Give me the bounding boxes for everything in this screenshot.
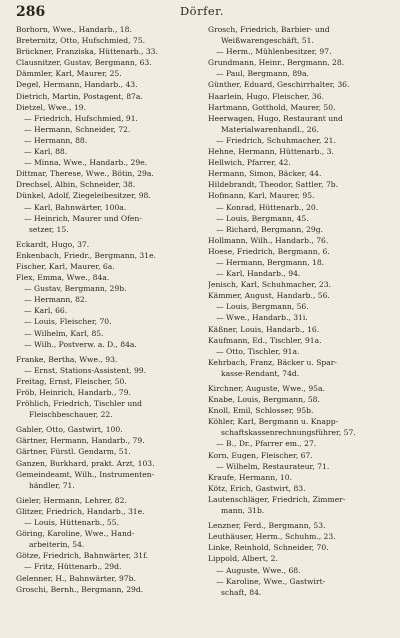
directory-entry: Gabler, Otto, Gastwirt, 100. — [16, 425, 123, 435]
directory-entry: — B., Dr., Pfarrer em., 27. — [216, 439, 317, 449]
directory-entry: — Hermann, Bergmann, 18. — [216, 257, 325, 267]
directory-entry: Eckardt, Hugo, 37. — [16, 239, 90, 249]
directory-entry: — Louis, Fleischer, 70. — [24, 317, 112, 327]
directory-entry: — Wwe., Handarb., 31i. — [216, 313, 308, 323]
directory-entry: Götze, Friedrich, Bahnwärter, 31f. — [16, 551, 149, 561]
directory-entry: Kämmer, August, Handarb., 56. — [208, 291, 330, 301]
directory-entry: Dietzel, Wwe., 19. — [16, 102, 86, 112]
directory-entry: — Louis, Bergmann, 45. — [216, 213, 309, 223]
directory-entry: Grosch, Friedrich, Barbier- und — [208, 25, 330, 34]
directory-entry: Lenzner, Ferd., Bergmann, 53. — [208, 521, 326, 531]
directory-entry: — Hermann, 88. — [24, 135, 88, 145]
directory-entry: — Karl, Bahnwärter, 100a. — [24, 202, 127, 212]
directory-entry: — Richard, Bergmann, 29g. — [216, 224, 323, 234]
directory-entry: Ganzen, Burkhard, prakt. Arzt, 103. — [16, 458, 155, 468]
directory-entry: — Hermann, Schneider, 72. — [24, 124, 131, 134]
directory-entry: Gemeindeamt, Wilh., Instrumenten- — [16, 469, 155, 479]
directory-entry: — Hermann, 82. — [24, 295, 88, 305]
directory-entry: Gelenner, H., Bahnwärter, 97b. — [16, 573, 136, 583]
directory-entry: Breternitz, Otto, Hufschmied, 75. — [16, 36, 146, 46]
directory-entry: Grundmann, Heinr., Bergmann, 28. — [208, 58, 345, 68]
directory-entry: Leuthäuser, Herm., Schuhm., 23. — [208, 532, 336, 542]
directory-entry: Hellwich, Pfarrer, 42. — [208, 158, 291, 168]
directory-entry: — Gustav, Bergmann, 29b. — [24, 284, 127, 294]
directory-entry: Freitag, Ernst, Fleischer, 50. — [16, 376, 127, 386]
directory-entry: Hollmann, Wilh., Handarb., 76. — [208, 235, 329, 245]
directory-entry: — Fritz, Hüttenarb., 29d. — [24, 562, 122, 572]
directory-entry: Hehne, Hermann, Hüttenarb., 3. — [208, 147, 334, 157]
directory-entry: Fröb, Heinrich, Handarb., 79. — [16, 388, 131, 397]
directory-entry: Franke, Bertha, Wwe., 93. — [16, 354, 118, 364]
directory-entry: — Karoline, Wwe., Gastwirt- — [216, 576, 326, 586]
directory-entry: — Louis, Hüttenarb., 55. — [24, 518, 120, 528]
directory-entry: Göring, Karoline, Wwe., Hand- — [16, 529, 135, 539]
directory-entry: Kraufe, Hermann, 10. — [208, 472, 293, 482]
directory-entry: Drechsel, Albin, Schneider, 38. — [16, 180, 136, 190]
directory-entry: Lautenschläger, Friedrich, Zimmer- — [208, 494, 346, 504]
directory-entry: Kötz, Erich, Gastwirt, 83. — [208, 483, 306, 493]
directory-entry: Knabe, Louis, Bergmann, 58. — [208, 395, 320, 405]
directory-entry: Dietrich, Martin, Postagent, 87a. — [16, 91, 143, 101]
directory-entry: Degel, Hermann, Handarb., 43. — [16, 80, 138, 90]
directory-entry: Borhorn, Wwe., Handarb., 18. — [16, 25, 132, 34]
directory-columns — [16, 24, 390, 598]
directory-entry: Gärtner, Hermann, Handarb., 79. — [16, 436, 145, 446]
directory-entry: Günther, Eduard, Geschirrhalter, 36. — [208, 80, 350, 90]
directory-entry: Gärtner, Fürstl. Gendarm, 51. — [16, 447, 131, 457]
directory-entry: Glitzer, Friedrich, Handarb., 31e. — [16, 506, 145, 516]
directory-entry: Linke, Reinhold, Schneider, 70. — [208, 543, 329, 553]
directory-entry: Dämmler, Karl, Maurer, 25. — [16, 69, 122, 79]
directory-entry: — Wilhelm, Karl, 85. — [24, 328, 104, 338]
directory-entry: Haarlein, Hugo, Fleischer, 36. — [208, 91, 325, 101]
directory-entry: — Karl, 66. — [24, 306, 68, 316]
directory-entry: — Friedrich, Hufschmied, 91. — [24, 113, 138, 123]
directory-entry: Gieler, Hermann, Lehrer, 82. — [16, 495, 127, 505]
directory-entry: kasse-Rendant, 74d. — [221, 368, 300, 378]
directory-entry: — Wilhelm, Restaurateur, 71. — [216, 461, 330, 471]
directory-entry: schaft, 84. — [221, 587, 262, 597]
directory-entry: — Wilh., Postverw. a. D., 84a. — [24, 339, 137, 349]
directory-entry: händler, 71. — [29, 480, 75, 490]
directory-entry: — Paul, Bergmann, 89a. — [216, 69, 309, 79]
directory-entry: Kaufmann, Ed., Tischler, 91a. — [208, 335, 322, 345]
directory-entry: — Auguste, Wwe., 68. — [216, 565, 301, 575]
directory-entry: setzer, 15. — [29, 224, 69, 234]
directory-entry: Heerwagen, Hugo, Restaurant und — [208, 113, 343, 123]
running-title: Dörfer. — [179, 4, 225, 18]
directory-entry: schaftskassenrechnungsführer, 57. — [221, 428, 356, 438]
directory-entry: — Ernst, Stations-Assistent, 99. — [24, 365, 147, 375]
directory-entry: Enkenbach, Friedr., Bergmann, 31e. — [16, 250, 156, 260]
directory-entry: Fröhlich, Friedrich, Tischler und — [16, 399, 143, 409]
directory-entry: Materialwarenhandl., 26. — [221, 124, 319, 134]
directory-entry: Brückner, Franziska, Hüttenarb., 33. — [16, 47, 158, 57]
directory-entry: Hoese, Friedrich, Bergmann, 6. — [208, 246, 330, 256]
directory-entry: Fischer, Karl, Maurer, 6a. — [16, 261, 115, 271]
directory-entry: mann, 31b. — [221, 506, 265, 516]
directory-entry: Weißwarengeschäft, 51. — [221, 36, 314, 46]
directory-entry: Kehrbach, Franz, Bäcker u. Spar- — [208, 357, 337, 367]
directory-entry: Hermann, Simon, Bäcker, 44. — [208, 169, 322, 179]
directory-entry: — Otto, Tischler, 91a. — [216, 346, 300, 356]
directory-entry: — Friedrich, Schuhmacher, 21. — [216, 135, 336, 145]
directory-entry: Hofmann, Karl, Maurer, 95. — [208, 191, 315, 201]
right-column — [208, 24, 390, 598]
directory-entry: Fleischbeschauer, 22. — [29, 410, 113, 420]
directory-entry: Dünkel, Adolf, Ziegeleibesitzer, 98. — [16, 191, 151, 201]
directory-entry: Köhler, Karl, Bergmann u. Knapp- — [208, 417, 339, 427]
directory-entry: Dittmar, Therese, Wwe., Bötin, 29a. — [16, 169, 154, 179]
directory-entry: — Louis, Bergmann, 56. — [216, 302, 309, 312]
directory-entry: — Karl, Handarb., 94. — [216, 269, 301, 279]
directory-entry: Knoll, Emil, Schlosser, 95b. — [208, 406, 314, 416]
directory-entry: — Heinrich, Maurer und Ofen- — [24, 213, 142, 223]
directory-entry: — Karl, 88. — [24, 147, 68, 157]
directory-entry: arbeiterin, 54. — [29, 540, 85, 550]
directory-entry: Hartmann, Gotthold, Maurer, 50. — [208, 102, 336, 112]
directory-entry: — Konrad, Hüttenarb., 20. — [216, 202, 319, 212]
directory-entry: Groschi, Bernh., Bergmann, 29d. — [16, 584, 144, 594]
directory-entry: Hildebrandt, Theodor, Sattler, 7b. — [208, 180, 339, 190]
directory-entry: Käßner, Louis, Handarb., 16. — [208, 324, 320, 334]
directory-entry: — Minna, Wwe., Handarb., 29e. — [24, 158, 148, 168]
directory-entry: Jenisch, Karl, Schuhmacher, 23. — [208, 280, 332, 290]
left-column — [16, 24, 198, 598]
directory-entry: Flex, Emma, Wwe., 84a. — [16, 273, 110, 283]
page-number: 286 — [16, 4, 46, 20]
page-header — [16, 4, 388, 22]
directory-entry: Clausnitzer, Gustav, Bergmann, 63. — [16, 58, 152, 68]
directory-entry: Korn, Eugen, Fleischer, 67. — [208, 450, 313, 460]
directory-entry: Lippold, Albert, 2. — [208, 554, 278, 564]
directory-entry: — Herm., Mühlenbesitzer, 97. — [216, 47, 332, 57]
directory-entry: Kirchner, Auguste, Wwe., 95a. — [208, 384, 325, 393]
